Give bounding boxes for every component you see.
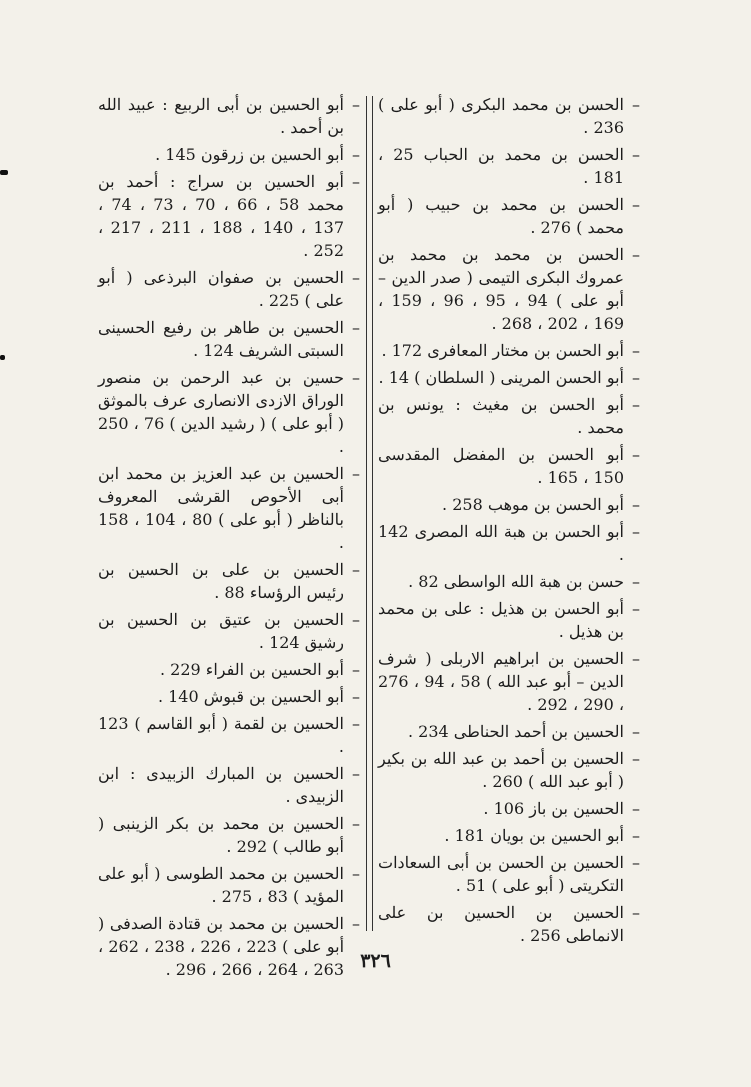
index-entry: – الحسين بن عتيق بن الحسين بن رشيق 124 . bbox=[98, 608, 360, 654]
index-entry: – الحسين بن أحمد بن عبد الله بن بكير ( أبو عبد الله ) 260 . bbox=[378, 747, 640, 793]
index-entry: – أبو الحسن بن مختار المعافرى 172 . bbox=[378, 339, 640, 362]
index-entry: – الحسين بن الحسن بن أبى السعادات التكريتى ( أبو على ) 51 . bbox=[378, 851, 640, 897]
index-entry: – أبو الحسين بن بويان 181 . bbox=[378, 824, 640, 847]
index-entry: – الحسين بن لقمة ( أبو القاسم ) 123 . bbox=[98, 712, 360, 758]
index-entry: – الحسن بن محمد بن حبيب ( أبو محمد ) 276 . bbox=[378, 193, 640, 239]
index-entry: – الحسين بن المبارك الزبيدى : ابن الزبيدى . bbox=[98, 762, 360, 808]
index-entry: – الحسن بن محمد البكرى ( أبو على ) 236 . bbox=[378, 93, 640, 139]
index-column-left bbox=[98, 93, 360, 985]
index-entry: – أبو الحسين بن أبى الربيع : عبيد الله بن أحمد . bbox=[98, 93, 360, 139]
binding-mark bbox=[0, 355, 5, 360]
index-entry: – الحسن بن محمد بن الحباب 25 ، 181 . bbox=[378, 143, 640, 189]
index-entry: – أبو الحسن بن مغيث : يونس بن محمد . bbox=[378, 393, 640, 439]
page-number: ٣٢٦ bbox=[360, 950, 391, 972]
index-entry: – أبو الحسن بن موهب 258 . bbox=[378, 493, 640, 516]
index-entry: – الحسين بن على بن الحسين بن رئيس الرؤساء 88 . bbox=[98, 558, 360, 604]
column-divider bbox=[366, 96, 373, 931]
index-entry: – حسن بن هبة الله الواسطى 82 . bbox=[378, 570, 640, 593]
index-entry: – الحسين بن ابراهيم الاربلى ( شرف الدين – أبو عبد الله ) 58 ، 94 ، 276 ، 290 ، 292 . bbox=[378, 647, 640, 716]
index-entry: – أبو الحسين بن قبوش 140 . bbox=[98, 685, 360, 708]
index-entry: – الحسين بن محمد بن بكر الزينبى ( أبو طالب ) 292 . bbox=[98, 812, 360, 858]
index-entry: – الحسين بن أحمد الحناطى 234 . bbox=[378, 720, 640, 743]
index-entry: – الحسين بن محمد الطوسى ( أبو على المؤيد ) 83 ، 275 . bbox=[98, 862, 360, 908]
index-entry: – الحسين بن محمد بن قتادة الصدفى ( أبو على ) 223 ، 226 ، 238 ، 262 ، 263 ، 264 ، 266 ، 296 . bbox=[98, 912, 360, 981]
index-entry: – الحسين بن صفوان البرذعى ( أبو على ) 225 . bbox=[98, 266, 360, 312]
index-entry: – أبو الحسن بن هذيل : على بن محمد بن هذيل . bbox=[378, 597, 640, 643]
index-entry: – الحسن بن محمد بن محمد بن عمروك البكرى التيمى ( صدر الدين – أبو على ) 94 ، 95 ، 96 ، 159 ، 169 ، 202 ، 268 . bbox=[378, 243, 640, 335]
index-entry: – أبو الحسين بن زرقون 145 . bbox=[98, 143, 360, 166]
index-entry: – الحسين بن عبد العزيز بن محمد ابن أبى الأحوص القرشى المعروف بالناظر ( أبو على ) 80 ، 104 ، 158 . bbox=[98, 462, 360, 554]
index-entry: – أبو الحسين بن سراج : أحمد بن محمد 58 ، 66 ، 70 ، 73 ، 74 ، 137 ، 140 ، 188 ، 211 ، 217 ، 252 . bbox=[98, 170, 360, 262]
index-entry: – حسين بن عبد الرحمن بن منصور الوراق الازدى الانصارى عرف بالموثق ( أبو على ) ( رشيد الدين ) 76 ، 250 . bbox=[98, 366, 360, 458]
index-column-right bbox=[378, 93, 640, 951]
index-entry: – الحسين بن الحسين بن على الانماطى 256 . bbox=[378, 901, 640, 947]
binding-mark bbox=[0, 170, 8, 175]
index-entry: – أبو الحسن المرينى ( السلطان ) 14 . bbox=[378, 366, 640, 389]
index-entry: – أبو الحسن بن المفضل المقدسى 150 ، 165 . bbox=[378, 443, 640, 489]
index-entry: – الحسين بن طاهر بن رفيع الحسينى السبتى الشريف 124 . bbox=[98, 316, 360, 362]
index-entry: – أبو الحسين بن الفراء 229 . bbox=[98, 658, 360, 681]
index-entry: – الحسين بن باز 106 . bbox=[378, 797, 640, 820]
index-entry: – أبو الحسن بن هبة الله المصرى 142 . bbox=[378, 520, 640, 566]
